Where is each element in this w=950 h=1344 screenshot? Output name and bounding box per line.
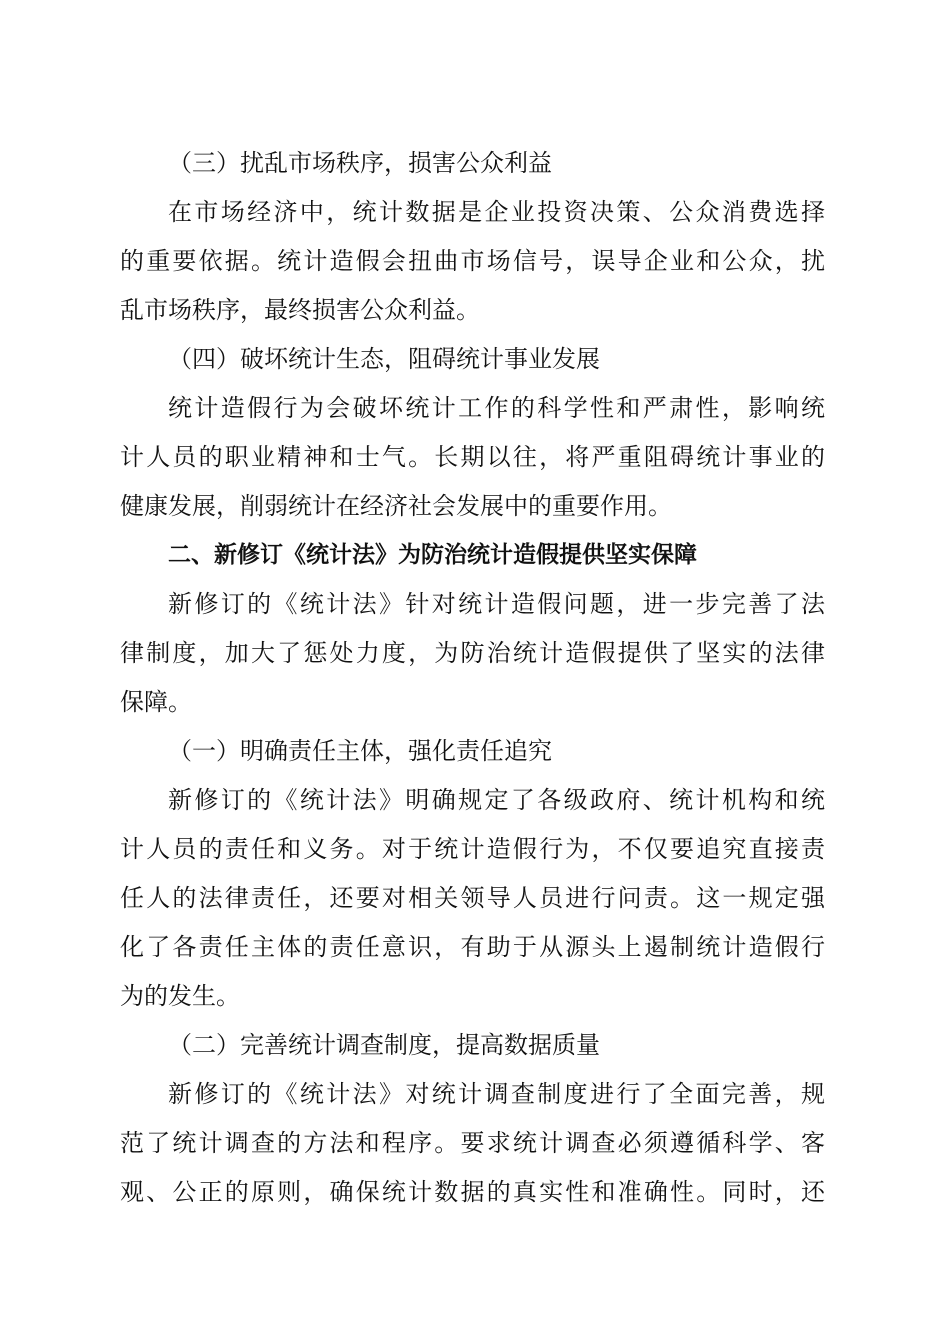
paragraph-line: 计人员的职业精神和士气。长期以往，将严重阻碍统计事业的 (120, 443, 825, 471)
paragraph-line: 律制度，加大了惩处力度，为防治统计造假提供了坚实的法律 (120, 639, 825, 667)
paragraph-line: 任人的法律责任，还要对相关领导人员进行问责。这一规定强 (120, 884, 825, 912)
subheading-3: （三）扰乱市场秩序，损害公众利益 (168, 149, 552, 177)
paragraph-line: 保障。 (120, 688, 192, 716)
paragraph-line: 新修订的《统计法》针对统计造假问题，进一步完善了法 (168, 590, 825, 618)
paragraph-line: 在市场经济中，统计数据是企业投资决策、公众消费选择 (168, 198, 825, 226)
paragraph-line: 乱市场秩序，最终损害公众利益。 (120, 296, 480, 324)
section-heading-2: 二、新修订《统计法》为防治统计造假提供坚实保障 (168, 542, 697, 568)
paragraph-line: 新修订的《统计法》明确规定了各级政府、统计机构和统 (168, 786, 825, 814)
subheading-1: （一）明确责任主体，强化责任追究 (168, 737, 552, 765)
paragraph-line: 健康发展，削弱统计在经济社会发展中的重要作用。 (120, 492, 672, 520)
subheading-4: （四）破坏统计生态，阻碍统计事业发展 (168, 345, 600, 373)
paragraph-line: 的重要依据。统计造假会扭曲市场信号，误导企业和公众，扰 (120, 247, 825, 275)
document-body (120, 139, 825, 1217)
paragraph-line: 观、公正的原则，确保统计数据的真实性和准确性。同时，还 (120, 1178, 825, 1206)
paragraph-line: 范了统计调查的方法和程序。要求统计调查必须遵循科学、客 (120, 1129, 825, 1157)
paragraph-line: 化了各责任主体的责任意识，有助于从源头上遏制统计造假行 (120, 933, 825, 961)
paragraph-line: 新修订的《统计法》对统计调查制度进行了全面完善，规 (168, 1080, 825, 1108)
paragraph-line: 为的发生。 (120, 982, 240, 1010)
paragraph-line: 计人员的责任和义务。对于统计造假行为，不仅要追究直接责 (120, 835, 825, 863)
paragraph-line: 统计造假行为会破坏统计工作的科学性和严肃性，影响统 (168, 394, 825, 422)
subheading-2: （二）完善统计调查制度，提高数据质量 (168, 1031, 600, 1059)
